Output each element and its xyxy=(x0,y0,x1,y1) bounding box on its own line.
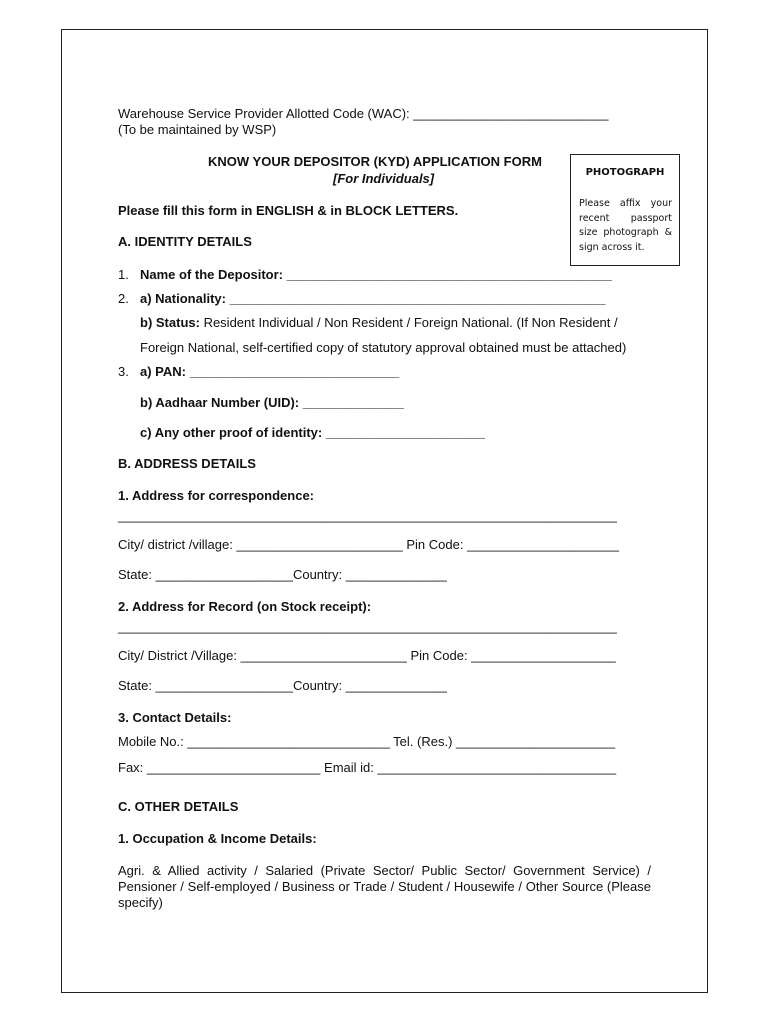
form-title: KNOW YOUR DEPOSITOR (KYD) APPLICATION FORM xyxy=(208,154,542,169)
pan-field[interactable]: a) PAN: _____________________________ xyxy=(140,364,400,379)
photograph-box xyxy=(570,154,680,266)
correspondence-state-country-field[interactable]: State: ___________________Country: ______________ xyxy=(118,567,447,582)
section-a-heading: A. IDENTITY DETAILS xyxy=(118,234,252,249)
form-subtitle: [For Individuals] xyxy=(333,171,435,186)
photograph-title: PHOTOGRAPH xyxy=(585,167,665,178)
photograph-note: Please affix your recent passport size photograph & sign across it. xyxy=(579,198,672,253)
record-state-country-field[interactable]: State: ___________________Country: ______________ xyxy=(118,678,447,693)
wac-note: (To be maintained by WSP) xyxy=(118,122,277,137)
fill-instruction: Please fill this form in ENGLISH & in BLOCK LETTERS. xyxy=(118,203,459,218)
item-3-number: 3. xyxy=(118,364,129,379)
status-line xyxy=(140,315,618,331)
wac-field[interactable]: Warehouse Service Provider Allotted Code (WAC): ___________________________ xyxy=(118,106,609,121)
fax-email-field[interactable]: Fax: ________________________ Email id: _________________________________ xyxy=(118,760,617,775)
item-2-number: 2. xyxy=(118,291,129,306)
occupation-options[interactable]: Agri. & Allied activity / Salaried (Private Sector/ Public Sector/ Government Service) / Pensioner / Self-employed / Business or Trade / Student / Housewife / Other Source (Please specify) xyxy=(118,863,651,910)
depositor-name-field[interactable]: Name of the Depositor: _____________________________________________ xyxy=(140,267,612,282)
record-address-heading: 2. Address for Record (on Stock receipt): xyxy=(118,599,372,614)
correspondence-city-pin-field[interactable]: City/ district /village: _______________________ Pin Code: _____________________ xyxy=(118,537,619,552)
correspondence-address-field[interactable]: _____________________________________________________________________ xyxy=(118,508,617,523)
section-b-heading: B. ADDRESS DETAILS xyxy=(118,456,256,471)
mobile-tel-field[interactable]: Mobile No.: ____________________________ Tel. (Res.) ______________________ xyxy=(118,734,616,749)
correspondence-heading: 1. Address for correspondence: xyxy=(118,488,315,503)
nationality-field[interactable]: a) Nationality: ____________________________________________________ xyxy=(140,291,606,306)
section-c-heading: C. OTHER DETAILS xyxy=(118,799,239,814)
aadhaar-field[interactable]: b) Aadhaar Number (UID): ______________ xyxy=(140,395,404,410)
other-proof-field[interactable]: c) Any other proof of identity: ______________________ xyxy=(140,425,485,440)
occupation-heading: 1. Occupation & Income Details: xyxy=(118,831,317,846)
item-1-number: 1. xyxy=(118,267,129,282)
record-city-pin-field[interactable]: City/ District /Village: _______________________ Pin Code: ____________________ xyxy=(118,648,616,663)
status-label: b) Status: xyxy=(140,315,200,330)
status-note: Foreign National, self-certified copy of statutory approval obtained must be attached) xyxy=(140,340,627,355)
status-options[interactable]: Resident Individual / Non Resident / Foreign National. (If Non Resident / xyxy=(199,315,618,330)
contact-heading: 3. Contact Details: xyxy=(118,710,232,725)
record-address-field[interactable]: _____________________________________________________________________ xyxy=(118,619,617,634)
